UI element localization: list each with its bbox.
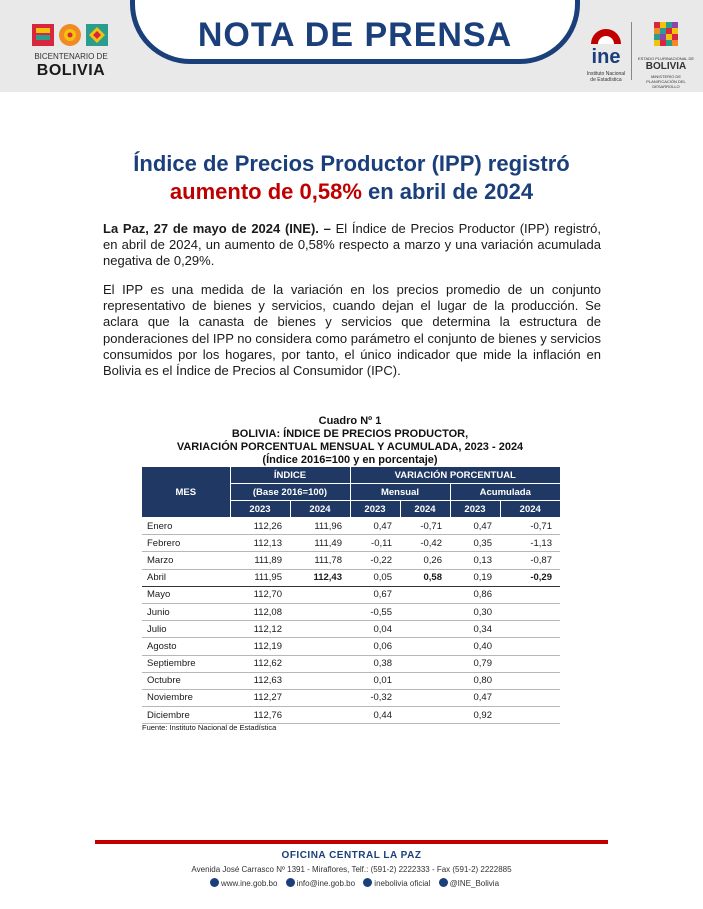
header-mensual-2024: 2024 [400,501,450,518]
cell-m24 [400,707,450,724]
table-caption-units: (Índice 2016=100 y en porcentaje) [262,454,438,466]
cell-m23: -0,11 [350,535,400,552]
gobierno-ministry: MINISTERIO DE PLANIFICACIÓN DEL DESARROLLO [646,74,686,89]
table-row [142,672,560,689]
globe-icon [210,878,219,887]
header-banner [0,0,703,92]
table-row [142,552,560,569]
cell-m24 [400,672,450,689]
bicentenario-subtitle: BICENTENARIO DE [34,52,108,61]
cell-i23: 112,26 [230,518,290,535]
cell-a23: 0,19 [450,569,500,586]
title-highlight: aumento de 0,58% [169,179,362,204]
paragraph-1-lead: La Paz, 27 de mayo de 2024 (INE). – [103,221,331,236]
bicentenario-title: BOLIVIA [36,62,106,79]
cell-m23: 0,47 [350,518,400,535]
table-caption-number: Cuadro Nº 1 [318,415,382,427]
cell-m24: -0,42 [400,535,450,552]
header-mensual: Mensual [350,484,450,501]
cell-m24 [400,689,450,706]
ine-wordmark: ine [591,46,621,68]
cell-mes: Enero [142,518,230,535]
table-row [142,707,560,724]
cell-i23: 112,19 [230,638,290,655]
cell-a23: 0,47 [450,518,500,535]
cell-a23: 0,30 [450,603,500,620]
cell-m24 [400,655,450,672]
banner-title: NOTA DE PRENSA [197,16,513,54]
cell-i24 [290,707,350,724]
cell-i23: 112,08 [230,603,290,620]
cell-m23: 0,06 [350,638,400,655]
ine-logo [585,16,627,86]
cell-m24 [400,586,450,603]
bicentenario-logo [30,22,112,82]
cell-i24 [290,621,350,638]
title-line-1: Índice de Precios Productor (IPP) registró [133,151,570,176]
cell-m24 [400,603,450,620]
cell-a24 [500,655,560,672]
title-line-2-rest: en abril de 2024 [361,179,534,204]
cell-m23: 0,44 [350,707,400,724]
cell-mes: Noviembre [142,689,230,706]
bicentenario-glyphs-icon [32,22,110,48]
cell-m23: -0,55 [350,603,400,620]
cell-i23: 112,12 [230,621,290,638]
cell-i24 [290,689,350,706]
cell-m23: 0,04 [350,621,400,638]
cell-i23: 112,13 [230,535,290,552]
table-source: Fuente: Instituto Nacional de Estadística [142,723,277,732]
cell-a24 [500,603,560,620]
title-line-2 [60,178,643,206]
press-title [60,150,643,206]
footer-web-link[interactable]: www.ine.gob.bo [220,879,278,888]
header-mes: MES [142,467,230,518]
header-acumulada-2024: 2024 [500,501,560,518]
cell-mes: Octubre [142,672,230,689]
cell-a23: 0,92 [450,707,500,724]
cell-mes: Junio [142,603,230,620]
cell-a24: -0,87 [500,552,560,569]
footer-email-link[interactable]: info@ine.gob.bo [296,879,356,888]
table-row [142,621,560,638]
paragraph-2: El IPP es una medida de la variación en los precios promedio de un conjunto representativo de bienes y servicios, cuando dejan el lugar de la producción. Se aclara que la canasta de bienes y servicios que determina la estructura de ponderaciones del IPP no considera como parámetro el conjunto de bienes y servicios consumidos por los hogares, por tanto, el único indicador que mide la inflación en Bolivia es el Índice de Precios al Consumidor (IPC). [103,282,601,379]
cell-a24 [500,586,560,603]
cell-m24: -0,71 [400,518,450,535]
cell-mes: Mayo [142,586,230,603]
bolivia-seal-icon [636,20,696,54]
cell-a24 [500,689,560,706]
header-base: (Base 2016=100) [230,484,350,501]
logo-divider [631,22,632,80]
cell-mes: Marzo [142,552,230,569]
cell-m24: 0,58 [400,569,450,586]
cell-i23: 112,76 [230,707,290,724]
footer-address: Avenida José Carrasco Nº 1391 - Miraflores, Telf.: (591-2) 2222333 - Fax (591-2) 2222885 [191,865,512,874]
gobierno-small: ESTADO PLURINACIONAL DE [637,56,694,61]
cell-m24 [400,621,450,638]
table-caption-subtitle: VARIACIÓN PORCENTUAL MENSUAL Y ACUMULADA, 2023 - 2024 [176,441,524,453]
footer-links [0,878,703,888]
cell-a24 [500,707,560,724]
header-indice: ÍNDICE [230,467,350,484]
header-indice-2024: 2024 [290,501,350,518]
cell-i23: 111,89 [230,552,290,569]
cell-i24 [290,603,350,620]
cell-i24: 111,78 [290,552,350,569]
cell-a24 [500,672,560,689]
ine-subtitle: Instituto Nacional de Estadística [586,71,626,83]
cell-a23: 0,86 [450,586,500,603]
cell-mes: Diciembre [142,707,230,724]
cell-i23: 112,70 [230,586,290,603]
cell-a24: -0,29 [500,569,560,586]
cell-i24: 112,43 [290,569,350,586]
footer-title: OFICINA CENTRAL LA PAZ [281,850,422,861]
cell-mes: Abril [142,569,230,586]
cell-m23: 0,67 [350,586,400,603]
cell-m23: -0,32 [350,689,400,706]
cell-m23: -0,22 [350,552,400,569]
cell-i24 [290,638,350,655]
table-row [142,518,560,535]
cell-mes: Febrero [142,535,230,552]
table-row [142,586,560,603]
cell-i23: 111,95 [230,569,290,586]
gobierno-title: BOLIVIA [645,61,687,72]
table-row [142,689,560,706]
twitter-icon [439,878,448,887]
cell-a23: 0,80 [450,672,500,689]
cell-a23: 0,13 [450,552,500,569]
cell-i23: 112,63 [230,672,290,689]
cell-m23: 0,38 [350,655,400,672]
header-indice-2023: 2023 [230,501,290,518]
cell-mes: Julio [142,621,230,638]
cell-a24 [500,638,560,655]
table-row [142,603,560,620]
cell-a23: 0,34 [450,621,500,638]
cell-i24 [290,586,350,603]
cell-a23: 0,47 [450,689,500,706]
header-variacion: VARIACIÓN PORCENTUAL [350,467,560,484]
header-acumulada: Acumulada [450,484,560,501]
cell-m23: 0,05 [350,569,400,586]
cell-mes: Septiembre [142,655,230,672]
ipp-table [142,467,560,724]
cell-m24 [400,638,450,655]
cell-a23: 0,35 [450,535,500,552]
ine-mark-icon [585,16,627,46]
paragraph-1-text: El Índice de Precios Productor (IPP) registró, en abril de 2024, un aumento de 0,58% respecto a marzo y una variación acumulada negativa de 0,29%. [103,221,601,269]
cell-i23: 112,62 [230,655,290,672]
cell-mes: Agosto [142,638,230,655]
cell-a23: 0,79 [450,655,500,672]
cell-i24: 111,49 [290,535,350,552]
cell-a24: -1,13 [500,535,560,552]
cell-a24: -0,71 [500,518,560,535]
table-caption-title: BOLIVIA: ÍNDICE DE PRECIOS PRODUCTOR, [231,428,469,440]
header-acumulada-2023: 2023 [450,501,500,518]
mail-icon [286,878,295,887]
cell-m23: 0,01 [350,672,400,689]
gobierno-logo [636,20,696,89]
cell-a23: 0,40 [450,638,500,655]
footer-facebook-link[interactable]: inebolivia oficial [374,879,431,888]
cell-i24 [290,655,350,672]
footer-rule [95,840,608,844]
table-row [142,655,560,672]
cell-i24 [290,672,350,689]
table-row [142,535,560,552]
cell-i23: 112,27 [230,689,290,706]
cell-i24: 111,96 [290,518,350,535]
header-mensual-2023: 2023 [350,501,400,518]
table-row [142,569,560,586]
cell-a24 [500,621,560,638]
table-row [142,638,560,655]
paragraph-1 [103,221,601,270]
footer-twitter-link[interactable]: @INE_Bolivia [449,879,500,888]
facebook-icon [363,878,372,887]
cell-m24: 0,26 [400,552,450,569]
